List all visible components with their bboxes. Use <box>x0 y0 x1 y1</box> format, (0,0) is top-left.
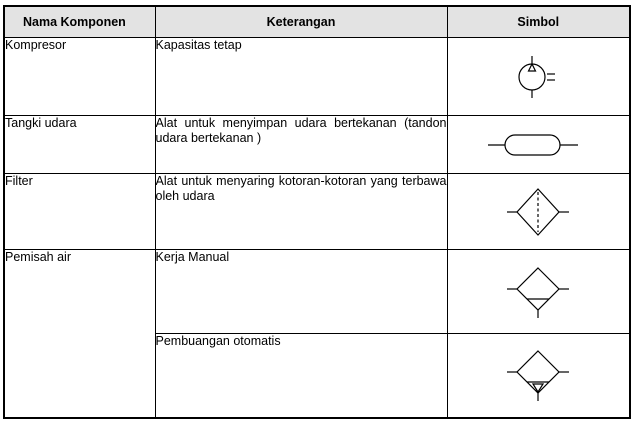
compressor-symbol-icon <box>508 55 568 99</box>
symbol-cell <box>447 334 630 418</box>
water-separator-automatic-symbol-icon <box>505 347 571 403</box>
table-row <box>4 174 630 250</box>
symbol-cell <box>447 250 630 334</box>
table-row <box>4 116 630 174</box>
component-name-cell: Filter <box>4 174 155 250</box>
water-separator-manual-symbol-icon <box>505 264 571 320</box>
filter-symbol-icon <box>505 187 571 237</box>
symbol-cell <box>447 116 630 174</box>
description-cell: Alat untuk menyaring kotoran-kotoran yang terbawa oleh udara <box>155 174 447 250</box>
component-name-cell: Tangki udara <box>4 116 155 174</box>
description-cell: Pembuangan otomatis <box>155 334 447 418</box>
air-tank-symbol-icon <box>486 133 590 157</box>
symbol-cell <box>447 38 630 116</box>
component-name-cell: Pemisah air <box>4 250 155 418</box>
description-cell: Kerja Manual <box>155 250 447 334</box>
table-row <box>4 250 630 334</box>
header-description: Keterangan <box>155 6 447 38</box>
symbol-cell <box>447 174 630 250</box>
header-component-name: Nama Komponen <box>4 6 155 38</box>
components-table <box>3 5 631 419</box>
description-cell: Alat untuk menyimpan udara bertekanan (tandon udara bertekanan ) <box>155 116 447 174</box>
component-name-cell: Kompresor <box>4 38 155 116</box>
description-cell: Kapasitas tetap <box>155 38 447 116</box>
header-symbol: Simbol <box>447 6 630 38</box>
table-header-row <box>4 6 630 38</box>
table-row <box>4 38 630 116</box>
